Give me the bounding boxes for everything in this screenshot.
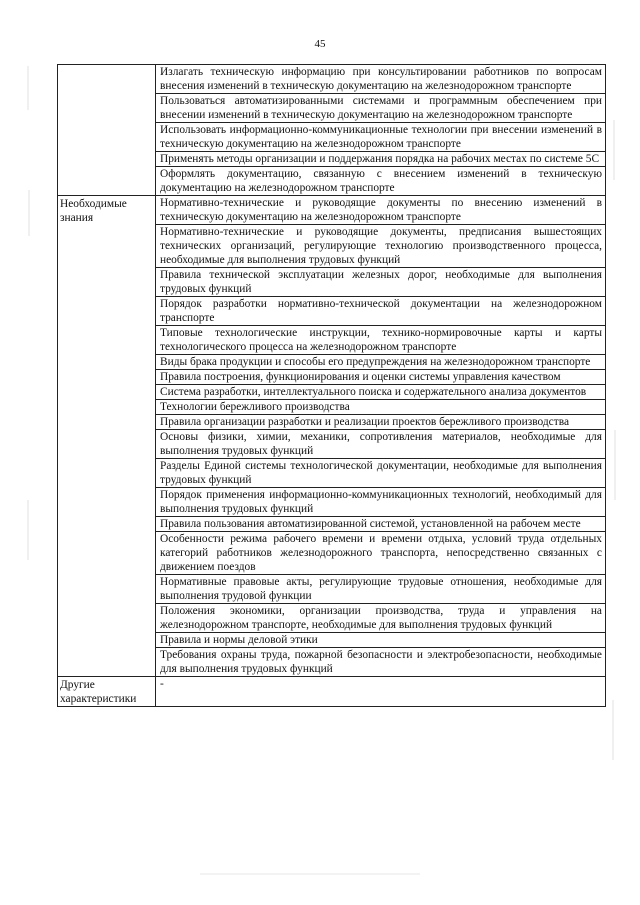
knowledge-item: Нормативно-технические и руководящие документы по внесению изменений в техническую документацию на железнодорожном транспорте <box>156 196 606 225</box>
knowledge-item: Положения экономики, организации производства, труда и управления на железнодорожном транспорте, необходимые для выполнения трудовых функций <box>156 604 606 633</box>
knowledge-item: Порядок применения информационно-коммуникационных технологий, необходимый для выполнения трудовых функций <box>156 488 606 517</box>
table-row <box>58 196 606 225</box>
knowledge-item: Нормативные правовые акты, регулирующие трудовые отношения, необходимые для выполнения трудовой функции <box>156 575 606 604</box>
knowledge-item: Правила построения, функционирования и оценки системы управления качеством <box>156 370 606 385</box>
knowledge-item: Правила технической эксплуатации железных дорог, необходимые для выполнения трудовых функций <box>156 268 606 297</box>
knowledge-item: Порядок разработки нормативно-технической документации на железнодорожном транспорте <box>156 297 606 326</box>
other-value: - <box>156 677 606 707</box>
skill-item: Использовать информационно-коммуникационные технологии при внесении изменений в техническую документацию на железнодорожном транспорте <box>156 123 606 152</box>
table-row <box>58 677 606 707</box>
page-number: 45 <box>314 38 326 50</box>
competency-table <box>57 64 606 707</box>
knowledge-item: Правила организации разработки и реализации проектов бережливого производства <box>156 415 606 430</box>
knowledge-item: Правила и нормы деловой этики <box>156 633 606 648</box>
knowledge-item: Нормативно-технические и руководящие документы, предписания вышестоящих технических организаций, регулирующие технологию производственного процесса, необходимые для выполнения трудовых функций <box>156 225 606 268</box>
knowledge-item: Особенности режима рабочего времени и времени отдыха, условий труда отдельных категорий работников железнодорожного транспорта, непосредственно связанных с движением поездов <box>156 532 606 575</box>
knowledge-item: Основы физики, химии, механики, сопротивления материалов, необходимые для выполнения трудовых функций <box>156 430 606 459</box>
knowledge-item: Разделы Единой системы технологической документации, необходимые для выполнения трудовых функций <box>156 459 606 488</box>
skill-item: Применять методы организации и поддержания порядка на рабочих местах по системе 5С <box>156 152 606 167</box>
skill-item: Излагать техническую информацию при консультировании работников по вопросам внесения изменений в техническую документацию на железнодорожном транспорте <box>156 65 606 94</box>
knowledge-item: Система разработки, интеллектуального поиска и содержательного анализа документов <box>156 385 606 400</box>
skill-item: Пользоваться автоматизированными системами и программным обеспечением при внесении изменений в техническую документацию на железнодорожном транспорте <box>156 94 606 123</box>
skill-item: Оформлять документацию, связанную с внесением изменений в техническую документацию на железнодорожном транспорте <box>156 167 606 196</box>
knowledge-label: Необходимые знания <box>58 196 156 677</box>
knowledge-item: Правила пользования автоматизированной системой, установленной на рабочем месте <box>156 517 606 532</box>
skills-label-cell <box>58 65 156 196</box>
other-label: Другие характеристики <box>58 677 156 707</box>
knowledge-item: Технологии бережливого производства <box>156 400 606 415</box>
table-row <box>58 65 606 94</box>
knowledge-item: Требования охраны труда, пожарной безопасности и электробезопасности, необходимые для выполнения трудовых функций <box>156 648 606 677</box>
knowledge-item: Виды брака продукции и способы его предупреждения на железнодорожном транспорте <box>156 355 606 370</box>
knowledge-item: Типовые технологические инструкции, технико-нормировочные карты и карты технологического процесса на железнодорожном транспорте <box>156 326 606 355</box>
